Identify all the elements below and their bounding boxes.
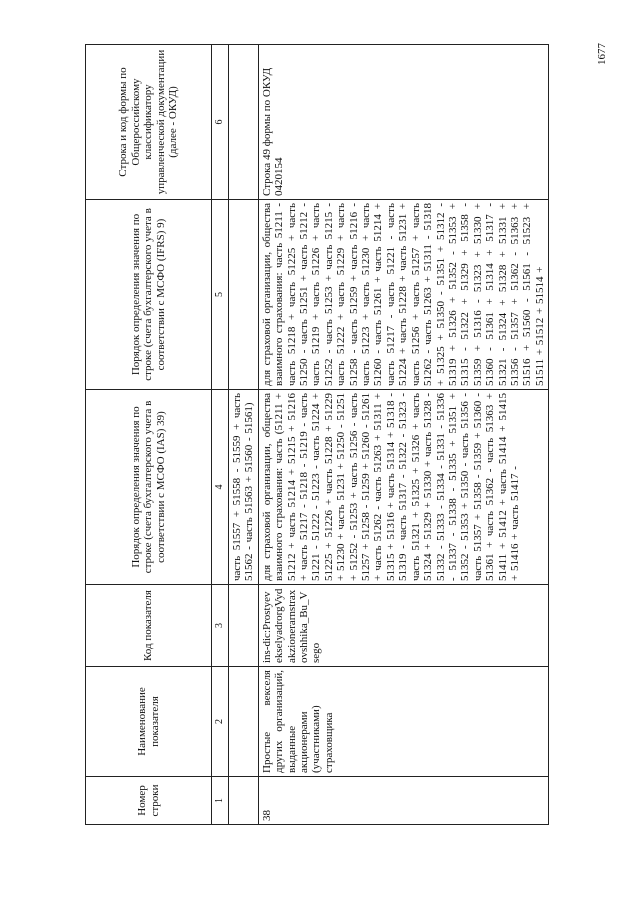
header-row-number: Номер строки — [86, 777, 212, 825]
ifrs9-formula: для страховой организации, общества взаимного страхования: часть 51211 - часть 51218 + часть 51225 + часть 51250 - часть 51251 + часть 51212 - часть 51219 + часть 51226 + часть 51252 - часть 51253 + часть 51215 - часть 51222 + часть 51229 + часть 51258 - часть 51259 + часть 51216 - часть 51223 + часть 51230 + часть 51260 - часть 51261 + часть 51214 + часть 51217 - часть 51221 - часть 51224 + часть 51228 + часть 51231 + часть 51256 + часть 51257 + часть 51262 - часть 51263 + 51311 - 51318 + 51325 + 51350 - 51351 + 51312 - 51319 + 51326 + 51352 - 51353 + 51315 - 51322 + 51329 + 51358 - 51359 + 51316 - 51323 + 51330 + 51360 - 51361 + 51314 + 51317 - 51321 - 51324 + 51328 + 51331 + 51356 - 51357 + 51362 - 51363 + 51516 + 51560 - 51561 - 51523 + 51511 + 51512 + 51514 + — [258, 200, 548, 390]
column-number-6: 6 — [212, 45, 229, 200]
column-number-2: 2 — [212, 667, 229, 777]
header-indicator-code: Код показателя — [86, 585, 212, 667]
indicator-table — [85, 44, 549, 825]
continuation-cell-5 — [229, 200, 259, 390]
header-okud-form: Строка и код формы по Общероссийскому классификатору управленческой документации (далее - ОКУД) — [86, 45, 212, 200]
column-number-row — [212, 45, 229, 825]
continuation-cell-3 — [229, 585, 259, 667]
okud-reference: Строка 49 формы по ОКУД 0420154 — [258, 45, 548, 200]
header-ias39-procedure: Порядок определения значения по строке (счета бухгалтерского учета в соответствии с МСФО (IAS) 39) — [86, 390, 212, 585]
continuation-cell-2 — [229, 667, 259, 777]
page-number: 1677 — [596, 43, 608, 65]
row-number: 38 — [258, 777, 548, 825]
continuation-cell-1 — [229, 777, 259, 825]
ias39-formula: для страховой организации, общества взаимного страхования: часть (51211 + 51212 + часть 51214 + 51215 + 51216 + часть 51217 - 51218 - 51219 - часть 51221 - 51222 - 51223 - часть 51224 + 51225 + 51226 + часть 51228 + 51229 + 51230 + часть 51231 + 51250 - 51251 + 51252 - 51253 + часть 51256 - часть 51257 + 51258 - 51259 + 51260 - 51261 + часть 51262 - часть 51263 + 51311 + 51315 + 51316 + часть 51314 + 51318 - 51319 - часть 51317 - 51322 - 51323 - часть 51321 + 51325 + 51326 + часть 51324 + 51329 + 51330 + часть 51328 - 51332 - 51333 - 51334 - 51331 - 51336 - 51337 - 51338 - 51335 + 51351 + 51352 - 51353 + 51350 - часть 51356 - часть 51357 + 51358 - 51359 + 51360 - 51361 + часть 51362 - часть 51363 + 51411 + 51412 + часть 51414 + 51415 + 51416 + часть 51417 - — [258, 390, 548, 585]
column-number-3: 3 — [212, 585, 229, 667]
header-row — [86, 45, 212, 825]
table-row — [258, 45, 548, 825]
continuation-cell-6 — [229, 45, 259, 200]
continuation-ias39-formula: часть 51557 + 51558 - 51559 + часть 51562 - часть 51563 + 51560 - 51561) — [229, 390, 259, 585]
header-indicator-name: Наименование показателя — [86, 667, 212, 777]
indicator-name: Простые векселя других организаций, выданные акционерами (участниками) страховщика — [258, 667, 548, 777]
rotated-table-container — [85, 45, 595, 825]
indicator-code: ins-dic:ProstyevekselyadrorgVydakzionerarnstraxovshhika_Bu_Vsego — [258, 585, 548, 667]
header-ifrs9-procedure: Порядок определения значения по строке (счета бухгалтерского учета в соответствии с МСФО (IFRS) 9) — [86, 200, 212, 390]
column-number-5: 5 — [212, 200, 229, 390]
continuation-row — [229, 45, 259, 825]
column-number-1: 1 — [212, 777, 229, 825]
column-number-4: 4 — [212, 390, 229, 585]
